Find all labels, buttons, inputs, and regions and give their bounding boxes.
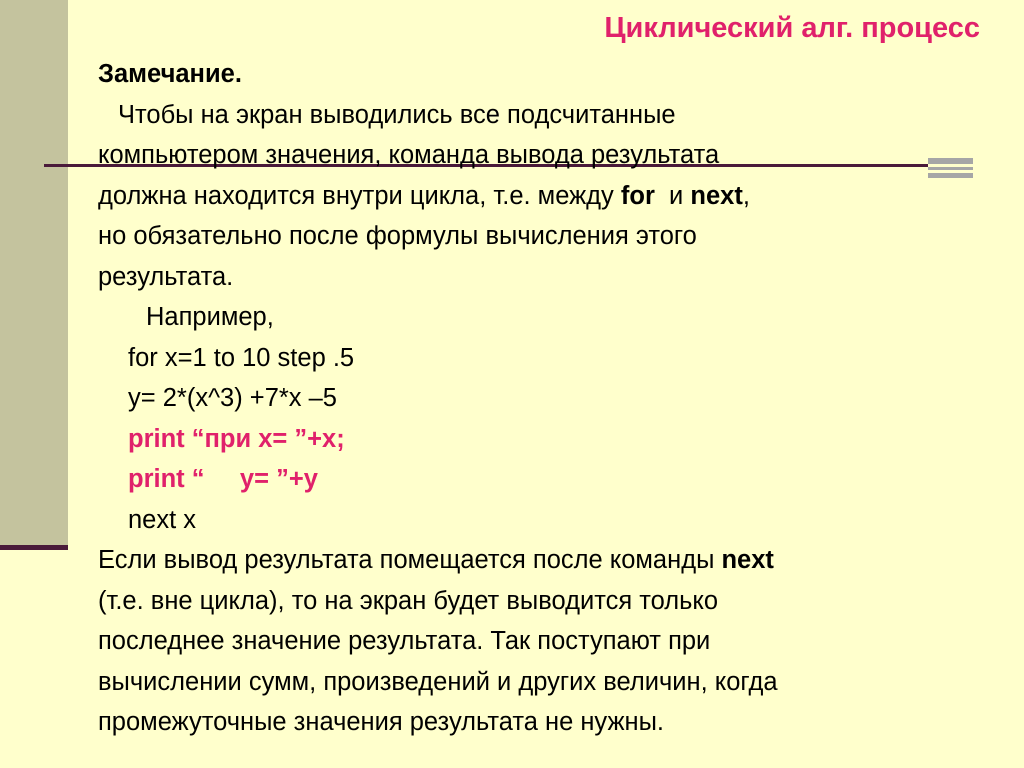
example-label: Например, — [146, 303, 274, 331]
code-line: y= 2*(x^3) +7*x –5 — [128, 384, 337, 412]
code-line-print: print “ y= ”+y — [128, 465, 318, 493]
note-line: должна находится внутри цикла, т.е. между for и next, — [98, 181, 750, 210]
note-line: Чтобы на экран выводились все подсчитанные — [118, 100, 676, 129]
note-line: результата. — [98, 262, 234, 291]
code-line: for x=1 to 10 step .5 — [128, 343, 355, 372]
slide-title: Циклический алг. процесс — [604, 12, 980, 44]
keyword-next: next — [721, 546, 774, 574]
slide-body — [98, 54, 1013, 743]
after-line: последнее значение результата. Так поступают при — [98, 627, 711, 655]
keyword-for: for — [620, 181, 655, 210]
code-line: next x — [128, 505, 197, 534]
after-line: (т.е. вне цикла), то на экран будет выводится только — [98, 586, 719, 615]
note-line: но обязательно после формулы вычисления этого — [98, 222, 697, 250]
left-bar-underline — [0, 545, 68, 550]
code-line-print: print “при x= ”+x; — [128, 424, 345, 453]
after-line: вычислении сумм, произведений и других величин, когда — [98, 667, 778, 696]
after-line: промежуточные значения результата не нужны. — [98, 708, 665, 736]
left-decorative-bar — [0, 0, 68, 545]
keyword-next: next — [690, 181, 743, 210]
after-line: Если вывод результата помещается после команды next — [98, 546, 774, 574]
note-heading: Замечание. — [98, 60, 242, 88]
note-line: компьютером значения, команда вывода результата — [98, 141, 720, 169]
